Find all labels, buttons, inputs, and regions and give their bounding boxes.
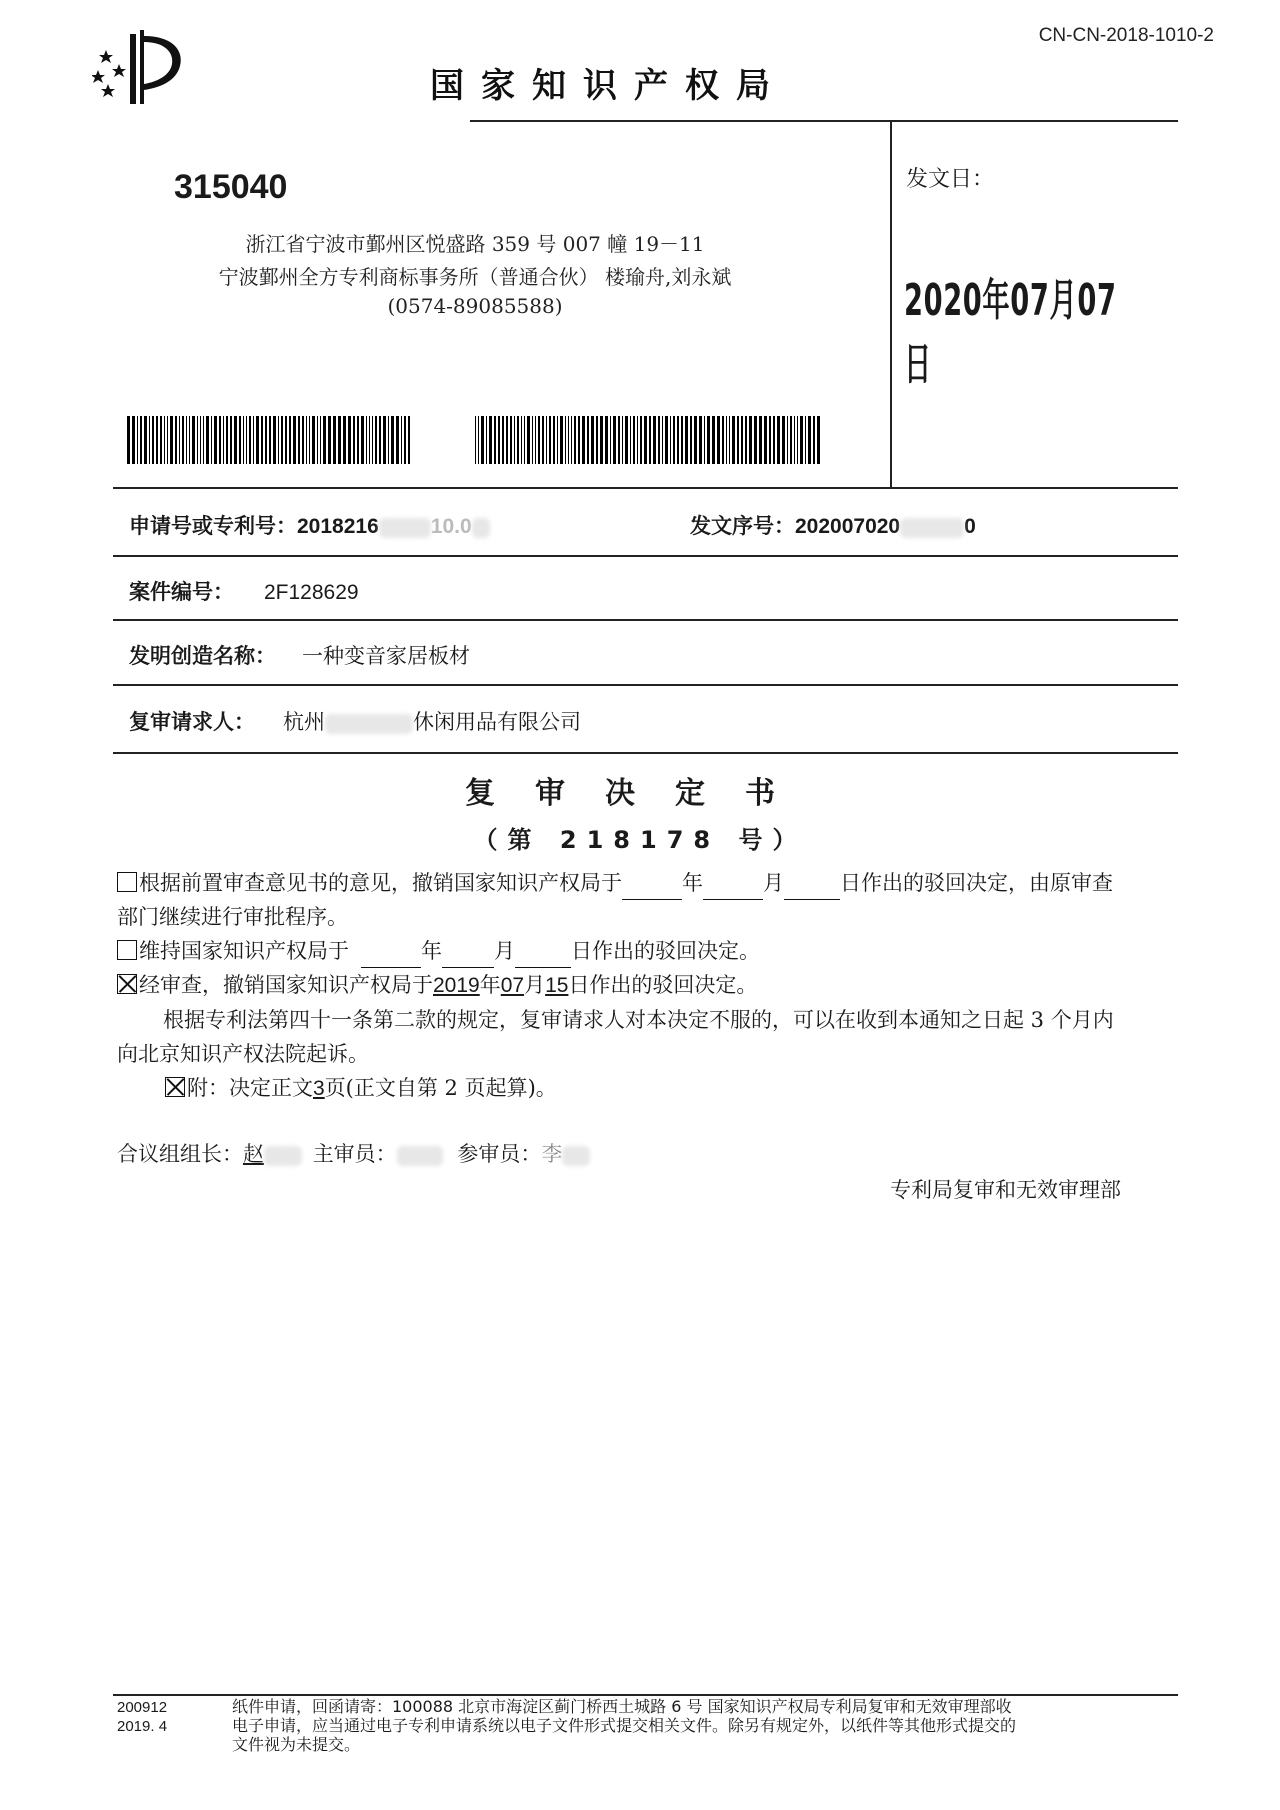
barcode-bar: [521, 416, 522, 464]
barcode-bar: [787, 416, 788, 464]
serial-number-row: [690, 510, 976, 540]
barcode-bar: [712, 416, 715, 464]
invention-title-value: 一种变音家居板材: [302, 644, 470, 668]
barcode-bar: [578, 416, 580, 464]
barcode-bar: [481, 416, 484, 464]
barcode-bar: [357, 416, 359, 464]
address-line-3: (0574-89085588): [387, 294, 563, 318]
case-number-row: [129, 576, 359, 606]
barcode-bar: [239, 416, 241, 464]
barcode-bar: [622, 416, 623, 464]
barcode-bar: [565, 416, 566, 464]
barcode-bar: [383, 416, 386, 464]
barcode-bar: [817, 416, 820, 464]
barcode-bar: [690, 416, 692, 464]
postcode: 315040: [174, 168, 288, 206]
barcode-bar: [206, 416, 209, 464]
barcode-bar: [312, 416, 315, 464]
option-1-checkbox: [117, 872, 137, 892]
issue-date-label: 发文日：: [906, 167, 995, 192]
barcode-bar: [281, 416, 283, 464]
attachment-pages: 3: [313, 1077, 325, 1100]
barcode-bar: [278, 416, 279, 464]
barcode-bar: [200, 416, 201, 464]
barcode-bar: [170, 416, 173, 464]
barcode-bar: [498, 416, 500, 464]
barcode-bar: [582, 416, 585, 464]
office-title: 国家知识产权局: [430, 66, 787, 106]
decision-body: [117, 866, 1177, 1106]
barcode-bar: [160, 416, 162, 464]
barcode-bar: [759, 416, 762, 464]
blank-day-2: [515, 945, 571, 968]
barcode-bar: [203, 416, 204, 464]
barcode-bar: [574, 416, 576, 464]
footer-form-code: 200912: [117, 1699, 168, 1716]
requester-prefix: 杭州: [283, 710, 325, 734]
barcode-bar: [211, 416, 212, 464]
blank-month-2: [442, 945, 494, 968]
barcode-left: [127, 416, 414, 464]
panel-line: [117, 1138, 590, 1168]
barcode-bar: [754, 416, 757, 464]
barcode-bar: [343, 416, 346, 464]
barcode-bar: [613, 416, 616, 464]
barcode-bar: [510, 416, 512, 464]
barcode-bar: [658, 416, 660, 464]
redacted-main-examiner: [397, 1146, 443, 1166]
barcode-bar: [630, 416, 631, 464]
barcode-bar: [524, 416, 525, 464]
option-1: [117, 866, 1177, 900]
year-label-3: 年: [479, 973, 501, 997]
month-label: 月: [763, 871, 784, 895]
barcode-bar: [745, 416, 747, 464]
barcode-bar: [542, 416, 544, 464]
barcode-bar: [653, 416, 656, 464]
fields-divider-2: [113, 619, 1178, 621]
serial-number-tail: 0: [964, 515, 976, 538]
barcode-bar: [749, 416, 752, 464]
option-3: [117, 968, 1177, 1003]
option-1-end: 日作出的驳回决定，由原审查: [840, 871, 1113, 895]
barcode-bar: [644, 416, 647, 464]
department-name: 专利局复审和无效审理部: [890, 1178, 1121, 1202]
barcode-bar: [489, 416, 492, 464]
option-3-day: 15: [545, 974, 569, 997]
barcode-bar: [333, 416, 336, 464]
barcode-bar: [320, 416, 321, 464]
barcode-bar: [375, 416, 377, 464]
option-2-end: 日作出的驳回决定。: [571, 939, 760, 963]
barcode-bar: [167, 416, 168, 464]
option-3-end: 日作出的驳回决定。: [568, 973, 758, 997]
requester-suffix: 休闲用品有限公司: [413, 710, 581, 734]
blank-day: [784, 877, 840, 900]
barcode-bar: [223, 416, 224, 464]
barcode-bar: [246, 416, 247, 464]
barcode-bar: [707, 416, 710, 464]
barcode-bar: [219, 416, 221, 464]
barcode-bar: [293, 416, 296, 464]
redacted-application-tail: [472, 518, 490, 538]
barcode-bar: [782, 416, 785, 464]
barcode-bar: [243, 416, 244, 464]
barcode-bar: [197, 416, 198, 464]
issue-date: 2020年07月07日: [904, 275, 1117, 390]
application-number-value: 2018216: [297, 515, 379, 538]
barcode-bar: [670, 416, 671, 464]
barcode-bar: [323, 416, 326, 464]
attachment-prefix: 附：决定正文: [187, 1076, 313, 1100]
barcode-right: [475, 416, 825, 464]
barcode-bar: [600, 416, 603, 464]
case-number-value: 2F128629: [264, 581, 359, 604]
barcode-bar: [249, 416, 251, 464]
barcode-bar: [681, 416, 683, 464]
barcode-bar: [764, 416, 767, 464]
barcode-bar: [285, 416, 287, 464]
barcode-bar: [618, 416, 620, 464]
barcode-bar: [769, 416, 771, 464]
barcode-bar: [273, 416, 276, 464]
option-3-checkbox-checked: [117, 974, 137, 994]
fields-divider-1: [113, 555, 1178, 557]
header-divider: [470, 120, 1178, 122]
barcode-bar: [717, 416, 720, 464]
barcode-bar: [182, 416, 184, 464]
barcode-bar: [230, 416, 232, 464]
barcode-bar: [773, 416, 775, 464]
barcode-bar: [149, 416, 150, 464]
barcode-bar: [261, 416, 263, 464]
serial-number-label: 发文序号：: [690, 514, 795, 538]
barcode-bar: [186, 416, 187, 464]
document-id: CN-CN-2018-1010-2: [1038, 25, 1214, 46]
barcode-bar: [729, 416, 730, 464]
barcode-bar: [338, 416, 341, 464]
barcode-bar: [794, 416, 795, 464]
barcode-bar: [699, 416, 702, 464]
month-label-3: 月: [524, 973, 546, 997]
barcode-bar: [553, 416, 555, 464]
barcode-bar: [226, 416, 228, 464]
panel-leader-label: 合议组组长：: [117, 1142, 243, 1166]
application-number-label: 申请号或专利号：: [129, 514, 297, 538]
footer-divider: [113, 1694, 1178, 1696]
footer-form-version: 2019. 4: [117, 1718, 168, 1735]
barcode-bar: [361, 416, 364, 464]
month-label-2: 月: [494, 939, 515, 963]
barcode-bar: [741, 416, 743, 464]
main-examiner-label: 主审员：: [312, 1142, 397, 1166]
footer-line-3: 文件视为未提交。: [232, 1735, 361, 1754]
blank-year: [622, 877, 682, 900]
barcode-bar: [269, 416, 271, 464]
option-3-text: 经审查，撤销国家知识产权局于: [139, 973, 433, 997]
application-number-row: [129, 510, 490, 540]
barcode-bar: [234, 416, 237, 464]
option-2-checkbox: [117, 940, 137, 960]
barcode-bar: [722, 416, 724, 464]
redacted-requester-name: [325, 714, 413, 734]
barcode-bar: [677, 416, 679, 464]
application-number-tail: 10.0: [430, 515, 472, 538]
barcode-bar: [557, 416, 558, 464]
barcode-bar: [369, 416, 370, 464]
barcode-bar: [317, 416, 318, 464]
option-1-text: 根据前置审查意见书的意见，撤销国家知识产权局于: [139, 871, 622, 895]
barcode-bar: [265, 416, 267, 464]
barcode-bar: [156, 416, 158, 464]
barcode-bar: [532, 416, 533, 464]
option-3-month: 07: [500, 974, 525, 997]
invention-title-row: [129, 640, 470, 670]
barcode-bar: [797, 416, 798, 464]
requester-row: [129, 706, 581, 736]
barcode-bar: [302, 416, 304, 464]
barcode-bar: [704, 416, 705, 464]
barcode-bar: [306, 416, 307, 464]
fields-bottom-divider: [113, 752, 1178, 754]
attachment-checkbox-checked: [165, 1077, 185, 1097]
barcode-bar: [800, 416, 803, 464]
barcode-bar: [164, 416, 165, 464]
barcode-bar: [514, 416, 515, 464]
barcode-bar: [538, 416, 540, 464]
barcode-bar: [408, 416, 410, 464]
barcode-bar: [253, 416, 254, 464]
barcode-bar: [527, 416, 530, 464]
barcode-bar: [179, 416, 180, 464]
option-3-year: 2019: [433, 974, 480, 997]
barcode-bar: [633, 416, 635, 464]
address-line-1: 浙江省宁波市鄞州区悦盛路 359 号 007 幢 19－11: [245, 232, 705, 256]
barcode-bar: [144, 416, 147, 464]
barcode-bar: [732, 416, 735, 464]
barcode-bar: [404, 416, 406, 464]
barcode-bar: [805, 416, 806, 464]
invention-title-label: 发明创造名称：: [129, 644, 276, 668]
barcode-bar: [379, 416, 381, 464]
footer-line-1: 纸件申请，回函请寄：100088 北京市海淀区蓟门桥西土城路 6 号 国家知识产权局专利局复审和无效审理部收: [232, 1697, 1012, 1716]
barcode-bar: [605, 416, 608, 464]
barcode-bar: [348, 416, 351, 464]
blank-year-2: [361, 945, 421, 968]
option-2-text: 维持国家知识产权局于: [139, 939, 349, 963]
barcode-bar: [568, 416, 569, 464]
barcode-bar: [192, 416, 195, 464]
barcode-bar: [391, 416, 394, 464]
barcode-bar: [571, 416, 572, 464]
barcode-bar: [517, 416, 519, 464]
barcode-bar: [175, 416, 177, 464]
case-number-label: 案件编号：: [129, 580, 234, 604]
fields-divider-3: [113, 684, 1178, 686]
barcode-bar: [535, 416, 536, 464]
option-1-line-2: 部门继续进行审批程序。: [117, 905, 348, 929]
barcode-bar: [560, 416, 563, 464]
barcode-bar: [494, 416, 496, 464]
barcode-bar: [353, 416, 355, 464]
barcode-bar: [388, 416, 389, 464]
barcode-bar: [366, 416, 367, 464]
barcode-bar: [546, 416, 547, 464]
redacted-application-number: [379, 518, 431, 538]
cnipa-logo-icon: [92, 28, 192, 106]
year-label-2: 年: [421, 939, 442, 963]
barcode-bar: [637, 416, 638, 464]
redacted-serial-number: [900, 518, 964, 538]
appeal-line-1: 根据专利法第四十一条第二款的规定，复审请求人对本决定不服的，可以在收到本通知之日起 3 个月内: [163, 1008, 1114, 1032]
barcode-bar: [140, 416, 142, 464]
barcode-bar: [591, 416, 594, 464]
barcode-bar: [189, 416, 190, 464]
barcode-bar: [726, 416, 727, 464]
attachment-line: [117, 1071, 1177, 1106]
barcode-bar: [813, 416, 815, 464]
decision-title: 复审决定书: [465, 776, 815, 811]
barcode-bar: [328, 416, 331, 464]
blank-month: [703, 877, 763, 900]
barcode-bar: [372, 416, 373, 464]
barcode-bar: [549, 416, 551, 464]
appeal-line-2: 向北京知识产权法院起诉。: [117, 1042, 369, 1066]
barcode-bar: [132, 416, 135, 464]
barcode-bar: [625, 416, 628, 464]
year-label: 年: [682, 871, 703, 895]
date-column-divider: [890, 120, 892, 487]
barcode-bar: [790, 416, 792, 464]
serial-number-value: 202007020: [795, 515, 901, 538]
barcode-bar: [649, 416, 651, 464]
barcode-bar: [256, 416, 259, 464]
barcode-bar: [478, 416, 479, 464]
barcode-bar: [587, 416, 589, 464]
barcode-bar: [596, 416, 598, 464]
barcode-bar: [396, 416, 399, 464]
barcode-bar: [694, 416, 697, 464]
barcode-bar: [673, 416, 675, 464]
barcode-bar: [808, 416, 811, 464]
panel-leader-name: 赵: [243, 1142, 264, 1166]
decision-number: （第 218178 号）: [473, 826, 807, 854]
barcode-bar: [214, 416, 217, 464]
footer-line-2: 电子申请，应当通过电子专利申请系统以电子文件形式提交相关文件。除另有规定外，以纸件等其他形式提交的: [232, 1716, 1017, 1735]
barcode-bar: [502, 416, 504, 464]
redacted-leader-name: [264, 1146, 302, 1166]
barcode-bar: [298, 416, 300, 464]
option-2: [117, 934, 1177, 968]
barcode-bar: [401, 416, 402, 464]
member-examiner-label: 参审员：: [457, 1142, 542, 1166]
barcode-bar: [777, 416, 780, 464]
barcode-bar: [486, 416, 487, 464]
member-examiner-name: 李: [541, 1142, 563, 1166]
barcode-bar: [737, 416, 739, 464]
barcode-bar: [152, 416, 154, 464]
barcode-bar: [662, 416, 663, 464]
address-line-2: 宁波鄞州全方专利商标事务所（普通合伙） 楼瑜舟,刘永斌: [218, 265, 732, 289]
barcode-bar: [309, 416, 310, 464]
redacted-member-examiner: [562, 1146, 590, 1166]
fields-top-divider: [113, 487, 1178, 489]
barcode-bar: [475, 416, 476, 464]
barcode-bar: [685, 416, 688, 464]
requester-label: 复审请求人：: [129, 710, 255, 734]
barcode-bar: [640, 416, 642, 464]
barcode-bar: [506, 416, 508, 464]
barcode-bar: [127, 416, 130, 464]
barcode-bar: [665, 416, 668, 464]
barcode-bar: [289, 416, 291, 464]
barcode-bar: [610, 416, 611, 464]
attachment-suffix: 页(正文自第 2 页起算)。: [324, 1076, 557, 1100]
barcode-bar: [137, 416, 138, 464]
